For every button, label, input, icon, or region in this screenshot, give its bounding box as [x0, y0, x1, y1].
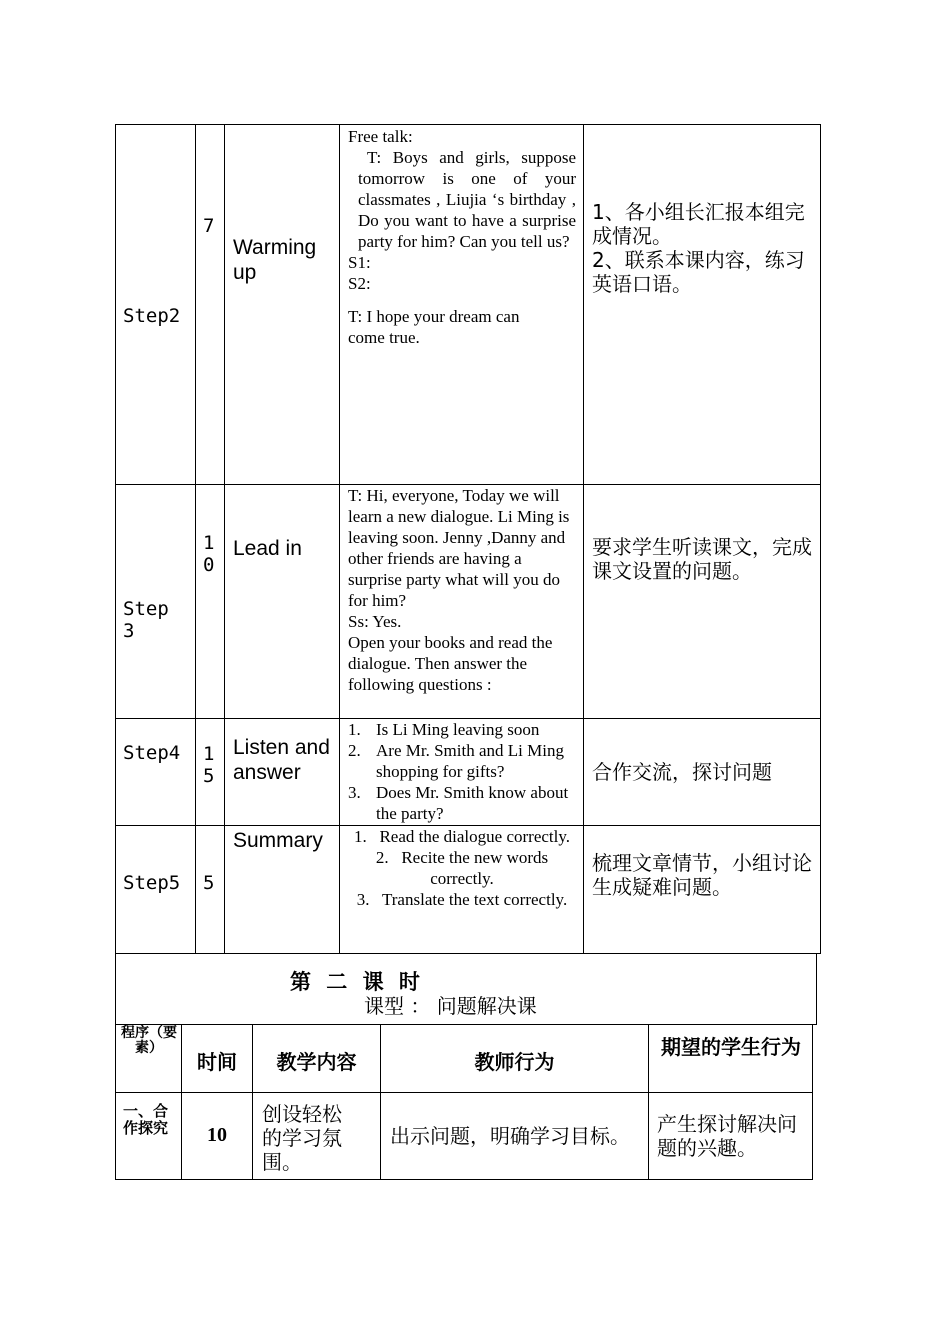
activity-instruction: Open your books and read the dialogue. Then answer the following questions :	[348, 633, 553, 694]
lesson-title: 第 二 课 时	[290, 970, 424, 994]
row-teacher: 出示问题，明确学习目标。	[390, 1124, 630, 1148]
row-student: 产生探讨解决问题的兴趣。	[657, 1112, 797, 1160]
intent-line: 要求学生听读课文，完成课文设置的问题。	[592, 535, 812, 583]
time-minutes: 10	[203, 532, 215, 576]
stage-topic: Warming up	[233, 236, 317, 284]
question-item: 2. Are Mr. Smith and Li Ming shopping for gifts?	[348, 741, 564, 781]
header-student: 期望的学生行为	[661, 1035, 801, 1059]
stage-topic: Summary	[233, 829, 323, 852]
intent-line: 1、各小组长汇报本组完成情况。	[592, 200, 805, 248]
intent-cell	[592, 535, 814, 583]
activity-cell	[348, 126, 576, 348]
intent-cell	[592, 851, 814, 899]
time-minutes: 7	[203, 215, 215, 237]
intent-line: 梳理文章情节，小组讨论生成疑难问题。	[592, 851, 812, 899]
step-label: Step 3	[123, 598, 169, 642]
question-item: 3. Does Mr. Smith know about the party?	[348, 783, 569, 823]
intent-cell	[592, 200, 814, 296]
activity-cell	[348, 485, 576, 695]
teacher-prompt: T: Boys and girls, suppose tomorrow is one of your classmates , Liujia ‘s birthday , Do you want to have a surprise party for him? Can you tell us?	[358, 148, 576, 251]
time-minutes: 15	[203, 743, 215, 787]
intent-cell	[592, 760, 814, 784]
student-line: Ss: Yes.	[348, 612, 402, 631]
header-time: 时间	[197, 1050, 237, 1074]
row-procedure: 一、合作探究	[123, 1102, 169, 1137]
task-item: 1. Read the dialogue correctly.	[353, 827, 571, 846]
stage-topic: Listen and answer	[233, 736, 330, 784]
tasks-cell	[348, 826, 576, 910]
student-line: S2:	[348, 274, 371, 293]
activity-heading: Free talk:	[348, 127, 413, 146]
intent-line: 2、联系本课内容，练习英语口语。	[592, 248, 805, 296]
student-line: S1:	[348, 253, 371, 272]
header-procedure: 程序（要素）	[121, 1025, 177, 1056]
task-item: 2. Recite the new words correctly.	[375, 848, 549, 888]
activity-text: T: Hi, everyone, Today we will learn a new dialogue. Li Ming is leaving soon. Jenny ,Danny and other friends are having a surprise party what will you do for him?	[348, 486, 570, 610]
step-label: Step4	[123, 742, 181, 764]
time-minutes: 5	[203, 872, 215, 894]
questions-cell	[348, 719, 576, 824]
question-item: 1. Is Li Ming leaving soon	[348, 720, 540, 739]
header-content: 教学内容	[276, 1050, 357, 1074]
step-label: Step2	[123, 305, 181, 327]
teacher-closing: T: I hope your dream can come true.	[348, 307, 520, 347]
row-content: 创设轻松的学习氛围。	[262, 1102, 342, 1174]
row-time: 10	[207, 1124, 227, 1146]
step-label: Step5	[123, 872, 181, 894]
task-item: 3. Translate the text correctly.	[356, 890, 568, 909]
lesson-type: 课型 ： 问题解决课	[364, 994, 537, 1018]
header-teacher: 教师行为	[474, 1050, 555, 1074]
stage-topic: Lead in	[233, 537, 302, 560]
intent-line: 合作交流，探讨问题	[592, 760, 772, 784]
